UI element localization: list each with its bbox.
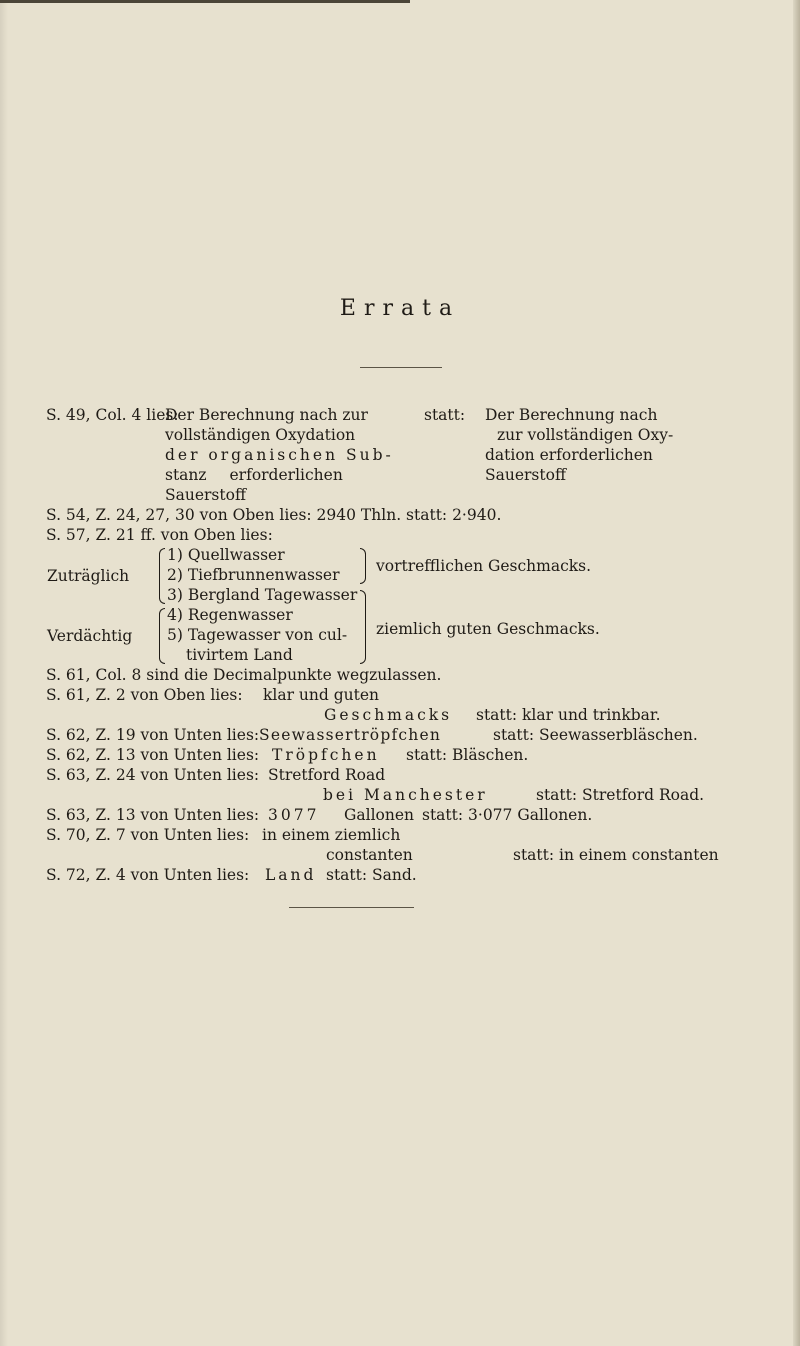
errata-lies-line: stanz erforderlichen xyxy=(165,466,343,484)
title-rule xyxy=(360,367,442,368)
errata-lies-line: vollständigen Oxydation xyxy=(165,426,356,444)
errata-statt: statt: klar und trinkbar. xyxy=(476,706,661,724)
left-brace xyxy=(159,608,165,664)
errata-lies-unit: Gallonen xyxy=(344,806,415,824)
water-item: 4) Regenwasser xyxy=(167,606,293,624)
errata-ref: S. 63, Z. 13 von Unten lies: xyxy=(46,806,260,824)
errata-statt: statt: Stretford Road. xyxy=(536,786,705,804)
errata-lies-line: der organischen Sub- xyxy=(165,446,394,464)
group-label: Zuträglich xyxy=(47,567,130,585)
errata-statt-line: Der Berechnung nach xyxy=(485,406,658,424)
page-edge-left xyxy=(0,0,8,1346)
errata-lies: constanten xyxy=(326,846,413,864)
water-item: 2) Tiefbrunnenwasser xyxy=(167,566,340,584)
errata-ref: S. 61, Z. 2 von Oben lies: xyxy=(46,686,243,704)
errata-lies: Tröpfchen xyxy=(272,746,380,764)
water-item: 1) Quellwasser xyxy=(167,546,285,564)
closing-rule xyxy=(289,907,414,908)
errata-statt: statt: Seewasserbläschen. xyxy=(493,726,698,744)
water-item: 5) Tagewasser von cul- xyxy=(167,626,348,644)
errata-ref: S. 72, Z. 4 von Unten lies: xyxy=(46,866,250,884)
water-item: tivirtem Land xyxy=(186,646,293,664)
group-verdict: vortrefflichen Geschmacks. xyxy=(376,557,592,575)
page-title: Errata xyxy=(339,296,461,321)
errata-ref: S. 62, Z. 13 von Unten lies: xyxy=(46,746,260,764)
errata-statt-label: statt: xyxy=(424,406,466,424)
errata-entry: S. 61, Col. 8 sind die Decimalpunkte wegzulassen. xyxy=(46,666,442,684)
errata-lies: Geschmacks xyxy=(324,706,453,724)
errata-ref: S. 63, Z. 24 von Unten lies: xyxy=(46,766,260,784)
errata-statt: statt: Sand. xyxy=(326,866,417,884)
water-item: 3) Bergland Tagewasser xyxy=(167,586,358,604)
errata-lies: in einem ziemlich xyxy=(262,826,401,844)
errata-lies: Land xyxy=(265,866,317,884)
errata-statt: statt: 3·077 Gallonen. xyxy=(422,806,593,824)
errata-entry: S. 54, Z. 24, 27, 30 von Oben lies: 2940 Thln. statt: 2·940. xyxy=(46,506,502,524)
page-edge-right xyxy=(793,0,800,1346)
group-verdict: ziemlich guten Geschmacks. xyxy=(376,620,600,638)
errata-lies-line: Sauerstoff xyxy=(165,486,246,504)
right-brace xyxy=(360,590,366,664)
errata-ref: S. 62, Z. 19 von Unten lies: xyxy=(46,726,260,744)
errata-ref: S. 49, Col. 4 lies: xyxy=(46,406,179,424)
errata-statt-line: Sauerstoff xyxy=(485,466,566,484)
errata-lies: bei Manchester xyxy=(323,786,488,804)
errata-statt-line: zur vollständigen Oxy- xyxy=(497,426,674,444)
errata-lies: klar und guten xyxy=(263,686,380,704)
right-brace xyxy=(360,548,366,584)
errata-statt: statt: Bläschen. xyxy=(406,746,529,764)
errata-statt: statt: in einem constanten xyxy=(513,846,719,864)
errata-ref: S. 57, Z. 21 ff. von Oben lies: xyxy=(46,526,273,544)
errata-lies: Seewassertröpfchen xyxy=(259,726,442,744)
errata-lies: 3077 xyxy=(268,806,320,824)
left-brace xyxy=(159,548,165,604)
group-label: Verdächtig xyxy=(47,627,133,645)
errata-lies-line: Der Berechnung nach zur xyxy=(165,406,368,424)
page-edge-top xyxy=(0,0,410,3)
errata-ref: S. 70, Z. 7 von Unten lies: xyxy=(46,826,250,844)
errata-statt-line: dation erforderlichen xyxy=(485,446,653,464)
errata-lies: Stretford Road xyxy=(268,766,386,784)
